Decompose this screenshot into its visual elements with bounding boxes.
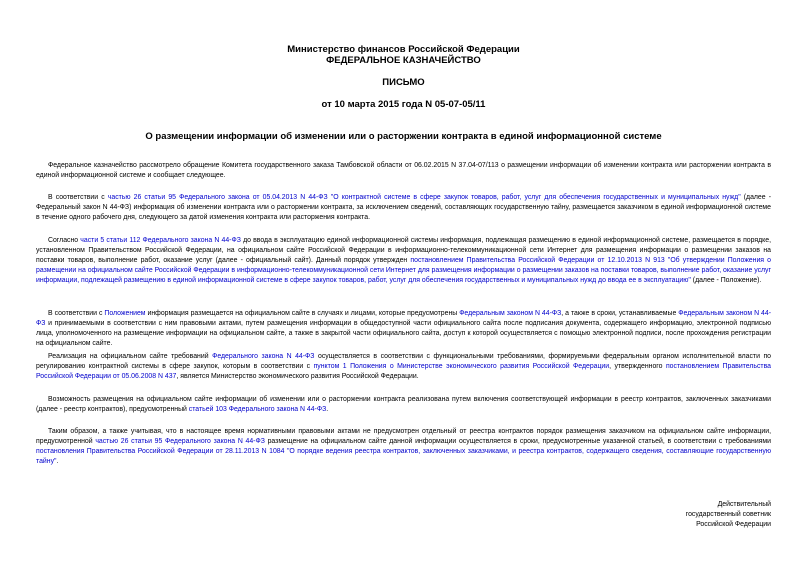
legal-reference-link[interactable]: частью 26 статьи 95 Федерального закона от 05.04.2013 N 44-ФЗ "О контрактной системе в сфере закупок товаров, работ, услуг для обеспечения государственных и муниципальных нужд"	[107, 194, 741, 201]
signature-line-1: Действительный	[717, 501, 771, 508]
paragraph-2	[36, 193, 771, 223]
paragraph-text: до ввода в эксплуатацию единой информационной системы информация, подлежащая размещению в единой информационной системе, размещается в порядке, установленном Правительством Российской Федерации, на официальном сайте Российской Федерации в информационно-телекоммуникационной сети Интернет для размещения информации о размещении заказов на поставки товаров, выполнение работ, оказание услуг (далее - официальный сайт). Данный порядок утвержден	[36, 237, 771, 265]
paragraph-text: Таким образом, а также учитывая, что в настоящее время нормативными правовыми актами не предусмотрен отдельный от реестра контрактов порядок размещения заказчиком на официальном сайте информации, предусмотренной	[36, 428, 771, 446]
document-subject: О размещении информации об изменении или о расторжении контракта в единой информационной системе	[145, 131, 662, 142]
paragraph-text: Согласно	[48, 237, 81, 244]
paragraph-text: , является Министерство экономического развития Российской Федерации.	[176, 373, 419, 381]
legal-reference-link[interactable]: частью 26 статьи 95 Федерального закона N 44-ФЗ	[95, 438, 265, 446]
signature-line-3: Российской Федерации	[696, 521, 771, 529]
paragraph-text: Возможность размещения на официальном сайте информации об изменении или о расторжении контракта реализована путем включения соответствующей информации в реестр контрактов, заключенных заказчиками (далее - реестр контрактов), предусмотренный	[36, 396, 771, 414]
legal-reference-link[interactable]: Положением	[104, 310, 146, 317]
paragraph-text: .	[56, 458, 59, 466]
paragraph-7	[36, 427, 771, 467]
paragraph-text: , а также в сроки, устанавливаемые	[561, 310, 679, 317]
paragraph-text: Федеральное казначейство рассмотрело обращение Комитета государственного заказа Тамбовской области от 06.02.2015 N 37.04-07/113 о размещении информации об изменении контракта или расторжении контракта в единой информационной системе и сообщает следующее.	[36, 162, 771, 180]
legal-reference-link[interactable]: статьей 103 Федерального закона N 44-ФЗ	[188, 406, 327, 414]
paragraph-text: осуществляется в соответствии с функциональными требованиями, формируемыми федеральным органом исполнительной власти по регулированию контрактной системы в сфере закупок, которым в соответствии с	[36, 353, 772, 371]
paragraph-text: Реализация на официальном сайте требований	[48, 353, 213, 360]
paragraph-6	[36, 395, 771, 415]
paragraph-text: размещение на официальном сайте данной информации осуществляется в сроки, предусмотренные указанной статьей, в соответствии с требованиями	[264, 438, 771, 446]
legal-reference-link[interactable]: постановлением Правительства Российской Федерации от 05.06.2008 N 437	[36, 363, 771, 381]
paragraph-text: информация размещается на официальном сайте в случаях и лицами, которые предусмотрены	[145, 310, 460, 317]
paragraph-1	[36, 161, 771, 181]
paragraph-text: и принимаемыми в соответствии с ним правовыми актами, путем размещения информации в общедоступной части официального сайта после подписания документа, содержащего информацию, электронной подписью лица, уполномоченного на размещение информации на официальном сайте, а также в закрытой части официального сайта, доступ к которой осуществляется с помощью электронной подписи, после прохождения регистрации на официальном сайте.	[36, 320, 771, 348]
legal-reference-link[interactable]: Федеральным законом N 44-ФЗ	[36, 310, 771, 328]
paragraph-3	[36, 236, 771, 286]
document-type: ПИСЬМО	[382, 77, 425, 88]
paragraph-text: .	[326, 406, 329, 414]
legal-reference-link[interactable]: постановления Правительства Российской Федерации от 28.11.2013 N 1084 "О порядке ведения реестра контрактов, заключенных заказчиками, и реестра контрактов, содержащего сведения, составляющие государственную тайну"	[36, 448, 771, 466]
legal-reference-link[interactable]: Федерального закона N 44-ФЗ	[212, 353, 315, 360]
paragraph-text: (далее - Положение).	[690, 277, 762, 285]
legal-reference-link[interactable]: пунктом 1 Положения о Министерстве экономического развития Российской Федерации	[313, 363, 610, 371]
signature-line-2: государственный советник	[685, 511, 771, 519]
legal-reference-link[interactable]: части 5 статьи 112 Федерального закона N 44-ФЗ	[80, 237, 241, 244]
paragraph-text: В соответствии с	[48, 194, 108, 201]
legal-reference-link[interactable]: Федеральным законом N 44-ФЗ	[459, 310, 562, 317]
document-reference: от 10 марта 2015 года N 05-07-05/11	[321, 99, 486, 110]
paragraph-4	[36, 309, 771, 349]
paragraph-text: , утвержденного	[609, 363, 666, 371]
ministry-name: Министерство финансов Российской Федерации	[287, 44, 520, 55]
paragraph-5	[36, 352, 771, 382]
paragraph-text: (далее - Федеральный закон N 44-ФЗ) информация об изменении контракта или о расторжении контракта, за исключением сведений, составляющих государственную тайну, размещается заказчиком в единой информационной системе в течение одного рабочего дня, следующего за датой изменения контракта или расторжения контракта.	[36, 194, 771, 222]
agency-name: ФЕДЕРАЛЬНОЕ КАЗНАЧЕЙСТВО	[326, 55, 481, 66]
signature-block	[686, 500, 771, 530]
paragraph-text: В соответствии с	[48, 310, 105, 317]
legal-reference-link[interactable]: постановлением Правительства Российской Федерации от 12.10.2013 N 913 "Об утверждении Положения о размещении на официальном сайте Российской Федерации в информационно-телекоммуникационной сети Интернет для размещения информации о размещении заказов на поставки товаров, выполнение работ, оказание услуг информации, подлежащей размещению в единой информационной системе в сфере закупок товаров, работ, услуг для обеспечения государственных и муниципальных нужд до ввода ее в эксплуатацию"	[36, 257, 771, 285]
